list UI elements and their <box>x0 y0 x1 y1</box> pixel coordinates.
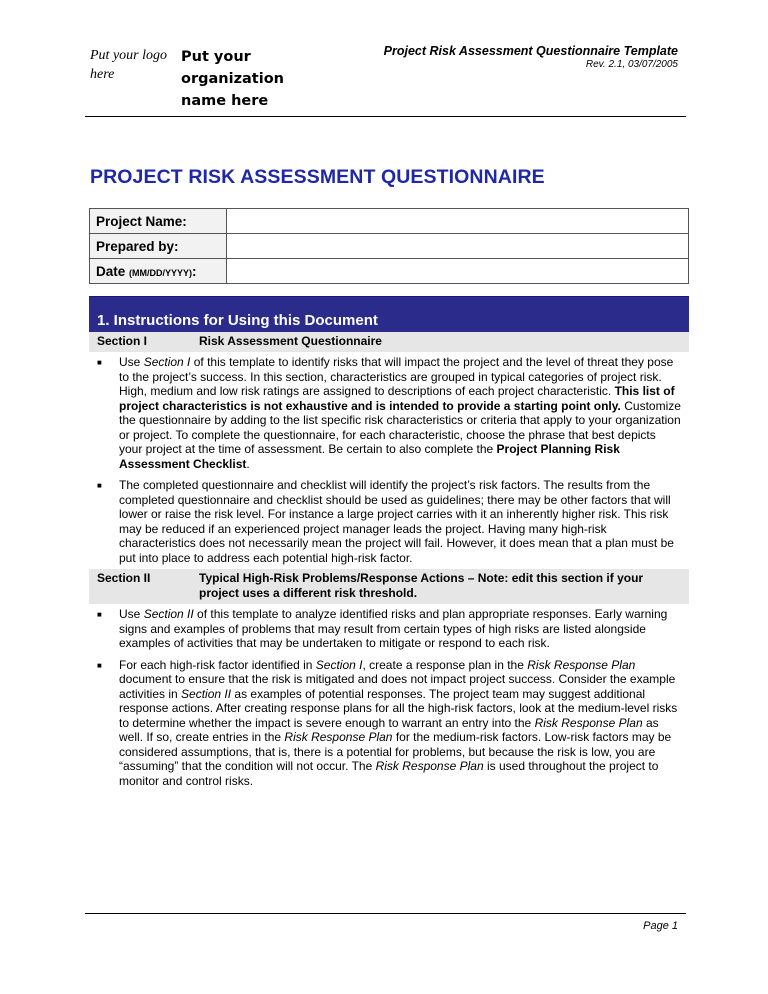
date-row <box>90 259 689 284</box>
date-format-hint: (MM/DD/YYYY) <box>129 267 193 278</box>
section-i-name: Risk Assessment Questionnaire <box>199 334 382 348</box>
date-label: Date <box>96 263 126 279</box>
bullet-icon: ■ <box>97 481 102 490</box>
bullet-icon: ■ <box>97 610 102 619</box>
list-item <box>89 475 689 569</box>
list-item <box>89 655 689 793</box>
date-colon: : <box>192 263 197 279</box>
prepared-by-label: Prepared by: <box>90 234 227 259</box>
document-template-title: Project Risk Assessment Questionnaire Template <box>383 44 678 58</box>
footer-divider <box>85 913 686 914</box>
list-item <box>89 352 689 475</box>
project-name-row <box>90 209 689 234</box>
page-title: PROJECT RISK ASSESSMENT QUESTIONNAIRE <box>90 166 545 188</box>
page-number: Page 1 <box>643 920 678 932</box>
date-label-cell <box>90 259 227 284</box>
bullet-text: Use Section I of this template to identify risks that will impact the project and the level of threat they pose to the project’s success. In this section, characteristics are grouped in typical categories of project risk. High, medium and low risk ratings are assigned to descriptions of each project characteristic. This list of project characteristics is not exhaustive and is intended to provide a starting point only. Customize the questionnaire by adding to the list specific risk characteristics or criteria that apply to your organization or project. To complete the questionnaire, for each characteristic, choose the phrase that best depicts your project at the time of assessment. Be certain to also complete the Project Planning Risk Assessment Checklist. <box>119 355 681 471</box>
project-info-table <box>89 208 689 284</box>
organization-name-placeholder: Put your organization name here <box>181 49 284 109</box>
list-item <box>89 604 689 655</box>
prepared-by-row <box>90 234 689 259</box>
bullet-text: The completed questionnaire and checklist will identify the project’s risk factors. The results from the completed questionnaire and checklist should be used as guidelines; there may be other factors that will lower or raise the risk level. For instance a large project carries with it an inherently higher risk. This risk may be reduced if an experienced project manager leads the project. Having many high-risk characteristics does not necessarily mean the project will fail. However, it does mean that a plan must be put into place to address each potential high-risk factor. <box>119 478 674 565</box>
instructions-heading: 1. Instructions for Using this Document <box>89 296 689 332</box>
section-ii-row <box>89 569 689 604</box>
prepared-by-field[interactable] <box>227 234 689 259</box>
bullet-icon: ■ <box>97 660 102 670</box>
bullet-icon: ■ <box>97 358 102 367</box>
project-name-label: Project Name: <box>90 209 227 234</box>
bullet-text: For each high-risk factor identified in Section I, create a response plan in the Risk Response Plan document to ensure that the risk is mitigated and does not impact project success. Consider the example activities in Section II as examples of potential responses. The project team may suggest additional response actions. After creating response plans for all the high-risk factors, look at the medium-level risks to determine whether the impact is severe enough to warrant an entry into the Risk Response Plan as well. If so, create entries in the Risk Response Plan for the medium-risk factors. Low-risk factors may be considered assumptions, that is, there is a potential for problems, but because the risk is low, you are “assuming” that the condition will not occur. The Risk Response Plan is used throughout the project to monitor and control risks. <box>119 657 678 788</box>
section-ii-label: Section II <box>97 571 151 585</box>
project-name-field[interactable] <box>227 209 689 234</box>
section-i-row <box>89 332 689 352</box>
instructions-section <box>89 296 689 792</box>
section-ii-name: Typical High-Risk Problems/Response Actions – Note: edit this section if your project uses a different risk threshold. <box>199 571 644 600</box>
bullet-text: Use Section II of this template to analyze identified risks and plan appropriate responses. Early warning signs and examples of problems that may result from certain types of high risks are listed alongside examples of activities that may be undertaken to mitigate or respond to each risk. <box>119 607 668 650</box>
date-field[interactable] <box>227 259 689 284</box>
revision-info: Rev. 2.1, 03/07/2005 <box>585 59 678 70</box>
logo-placeholder: Put your logo here <box>90 48 167 82</box>
header-divider <box>85 116 686 117</box>
section-i-label: Section I <box>97 334 148 348</box>
